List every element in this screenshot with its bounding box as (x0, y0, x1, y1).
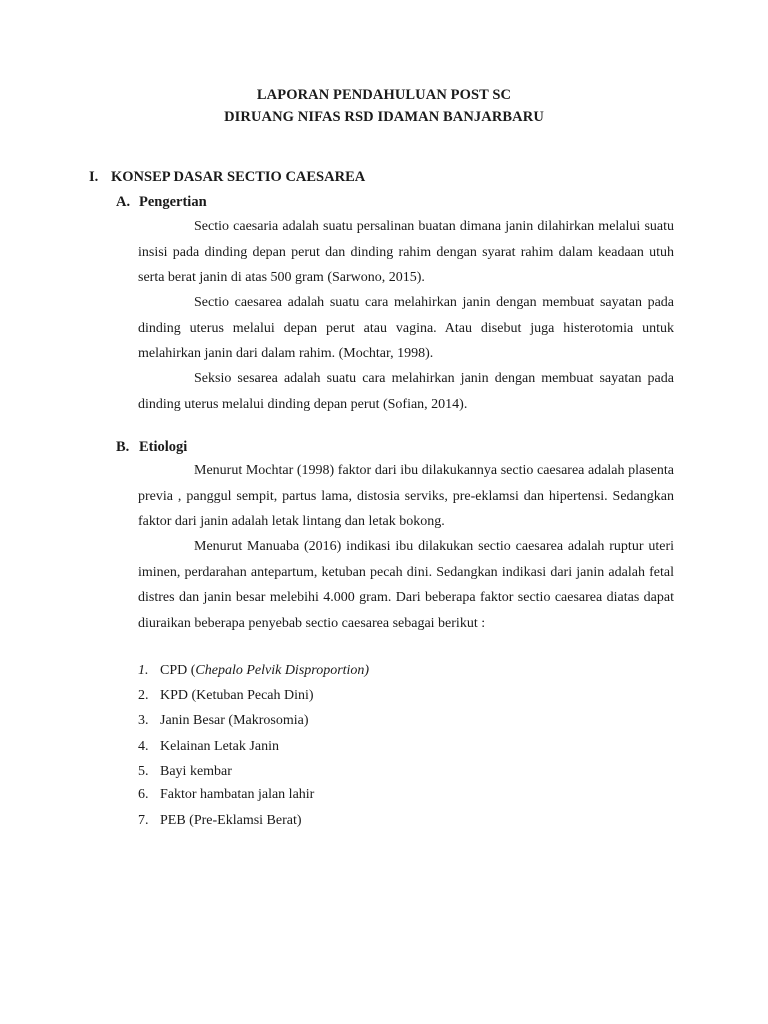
paragraph: Menurut Manuaba (2016) indikasi ibu dilakukan sectio caesarea adalah ruptur uteri iminen, perdarahan antepartum, ketuban pecah dini. Sedangkan indikasi dari janin adalah fetal distres dan janin besar melebihi 4.000 gram. Dari beberapa faktor sectio caesarea diatas dapat diuraikan beberapa penyebab sectio caesarea sebagai berikut : (138, 539, 674, 631)
list-item (138, 688, 314, 704)
subsection-title-b: Etiologi (139, 439, 188, 455)
list-text: CPD ( (160, 663, 196, 678)
list-text: Janin Besar (Makrosomia) (160, 713, 309, 728)
list-item (138, 764, 232, 780)
paragraph: Seksio sesarea adalah suatu cara melahirkan janin dengan membuat sayatan pada dinding uterus melalui dinding depan perut (Sofian, 2014). (138, 371, 674, 412)
subsection-heading-b (116, 439, 187, 456)
list-item (138, 813, 302, 829)
subsection-title-a: Pengertian (139, 194, 207, 210)
subsection-letter-b: B. (116, 439, 130, 455)
list-number: 6. (138, 787, 149, 802)
list-text: PEB (Pre-Eklamsi Berat) (160, 813, 302, 828)
list-number: 3. (138, 713, 149, 728)
list-item (138, 739, 279, 755)
section-number: I. (89, 169, 99, 185)
paragraph: Sectio caesaria adalah suatu persalinan buatan dimana janin dilahirkan melalui suatu insisi pada dinding depan perut dan dinding rahim dengan syarat rahim dalam keadaan utuh serta berat janin di atas 500 gram (Sarwono, 2015). (138, 219, 674, 285)
list-text: KPD (Ketuban Pecah Dini) (160, 688, 314, 703)
list-number: 7. (138, 813, 149, 828)
section-heading (89, 169, 365, 186)
list-text: Kelainan Letak Janin (160, 739, 279, 754)
paragraph: Menurut Mochtar (1998) faktor dari ibu dilakukannya sectio caesarea adalah plasenta previa , panggul sempit, partus lama, distosia serviks, pre-eklamsi dan hipertensi. Sedangkan faktor dari janin adalah letak lintang dan letak bokong. (138, 463, 674, 529)
list-text-italic: Chepalo Pelvik Disproportion) (195, 663, 370, 678)
document-subtitle: DIRUANG NIFAS RSD IDAMAN BANJARBARU (224, 109, 544, 125)
list-item (138, 663, 369, 679)
list-number: 1. (138, 663, 149, 678)
list-text: Faktor hambatan jalan lahir (160, 787, 315, 802)
list-number: 2. (138, 688, 149, 703)
list-item (138, 787, 314, 803)
list-number: 4. (138, 739, 149, 754)
list-number: 5. (138, 764, 149, 779)
section-title: KONSEP DASAR SECTIO CAESAREA (111, 169, 366, 185)
subsection-heading-a (116, 194, 207, 211)
subsection-letter-a: A. (116, 194, 131, 210)
document-title: LAPORAN PENDAHULUAN POST SC (256, 87, 512, 103)
list-text: Bayi kembar (160, 764, 232, 779)
paragraph: Sectio caesarea adalah suatu cara melahirkan janin dengan membuat sayatan pada dinding uterus melalui depan perut atau vagina. Atau disebut juga histerotomia untuk melahirkan janin dari dalam rahim. (Mochtar, 1998). (138, 295, 674, 361)
list-item (138, 713, 309, 729)
